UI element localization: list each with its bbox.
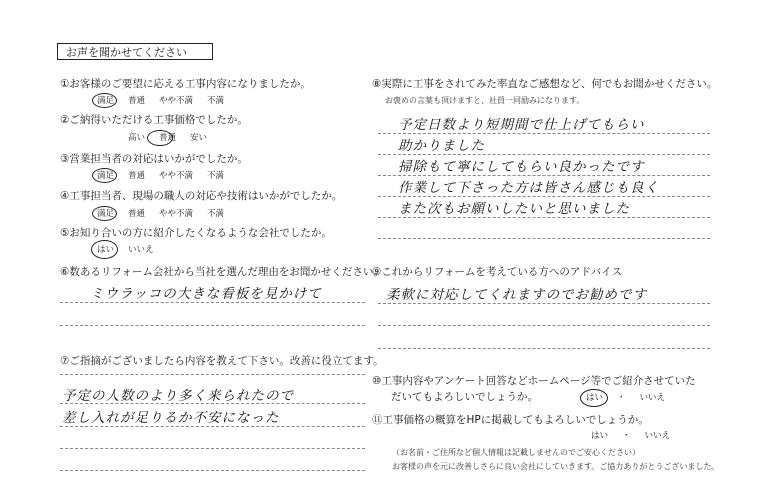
handwritten-answer-9: 柔軟に対応してくれますのでお勧めです xyxy=(386,287,647,303)
selection-circle xyxy=(580,389,608,407)
option-yes[interactable]: はい xyxy=(97,245,115,255)
question-10: ⑩工事内容やアンケート回答などホームページ等でご紹介させていた xyxy=(372,375,696,387)
question-3-options xyxy=(97,171,238,182)
option-satisfied[interactable]: 満足 xyxy=(97,209,115,219)
handwritten-answer-6: ミウラッコの大きな看板を見かけて xyxy=(90,286,322,302)
option-satisfied[interactable]: 満足 xyxy=(97,171,115,181)
question-8: ⑧実際に工事をされてみた率直なご感想など、何でもお聞かせください。 xyxy=(372,78,718,90)
option-no[interactable]: いいえ xyxy=(644,431,671,441)
question-10-continued: だいてもよろしいでしょうか。 xyxy=(391,391,538,403)
selection-circle xyxy=(92,93,117,108)
option-satisfied[interactable]: 満足 xyxy=(97,96,115,106)
section-title: お声を聞かせてください xyxy=(57,43,213,60)
option-dissatisfied[interactable]: 不満 xyxy=(207,171,225,181)
option-yes[interactable]: はい xyxy=(586,393,604,403)
option-normal[interactable]: 普通 xyxy=(128,209,146,219)
handwritten-answer-7-line-1: 予定の人数のより多く来られたので xyxy=(62,388,294,404)
selection-circle xyxy=(91,240,118,259)
question-3: ③営業担当者の対応はいかがでしたか。 xyxy=(60,153,248,165)
answer-line xyxy=(378,175,710,176)
selection-circle xyxy=(92,206,117,221)
option-separator: ・ xyxy=(622,431,631,441)
handwritten-answer-7-line-2: 差し入れが足りるか不安になった xyxy=(62,410,280,426)
question-8-note: お褒めの言葉も頂けますと、社員一同励みになります。 xyxy=(385,96,585,105)
question-4-options xyxy=(97,209,238,220)
selection-circle xyxy=(147,130,173,146)
answer-line xyxy=(378,303,710,304)
answer-line xyxy=(60,403,365,404)
answer-line xyxy=(378,325,710,326)
option-somewhat-dissatisfied[interactable]: やや不満 xyxy=(159,209,194,219)
handwritten-answer-8-line-5: また次もお願いしたいと思いました xyxy=(398,201,630,217)
option-normal[interactable]: 普通 xyxy=(128,96,146,106)
answer-line xyxy=(60,302,365,303)
answer-line xyxy=(378,196,710,197)
option-yes[interactable]: はい xyxy=(591,431,609,441)
question-11-options xyxy=(591,431,684,442)
answer-line xyxy=(60,325,365,326)
option-no[interactable]: いいえ xyxy=(639,393,666,403)
question-1-options xyxy=(97,96,238,107)
answer-line xyxy=(60,374,365,375)
privacy-note: （お名前・ご住所など個人情報は記載しませんのでご安心ください） xyxy=(392,448,640,457)
answer-line xyxy=(60,426,365,427)
option-normal[interactable]: 普通 xyxy=(159,133,177,143)
option-dissatisfied[interactable]: 不満 xyxy=(207,96,225,106)
option-dissatisfied[interactable]: 不満 xyxy=(207,209,225,219)
answer-line xyxy=(378,154,710,155)
handwritten-answer-8-line-1: 予定日数より短期間で仕上げてもらい xyxy=(398,117,645,133)
handwritten-answer-8-line-4: 作業して下さった方は皆さん感じも良く xyxy=(398,180,659,196)
answer-line xyxy=(378,217,710,218)
selection-circle xyxy=(92,168,117,183)
handwritten-answer-8-line-3: 掃除もて寧にしてもらい良かったです xyxy=(398,159,645,175)
answer-line xyxy=(378,238,710,239)
option-somewhat-dissatisfied[interactable]: やや不満 xyxy=(159,171,194,181)
question-9: ⑨これからリフォームを考えている方へのアドバイス xyxy=(372,266,623,278)
answer-line xyxy=(60,470,365,471)
answer-line xyxy=(60,448,365,449)
question-11: ⑪工事価格の概算をHPに掲載してもよろしいでしょうか。 xyxy=(372,414,649,426)
option-cheap[interactable]: 安い xyxy=(190,133,208,143)
question-2-options xyxy=(128,133,221,144)
answer-line xyxy=(378,133,710,134)
option-normal[interactable]: 普通 xyxy=(128,171,146,181)
question-4: ④工事担当者、現場の職人の対応や技術はいかがでしたか。 xyxy=(60,190,343,202)
option-no[interactable]: いいえ xyxy=(128,245,154,255)
question-1: ①お客様のご要望に応える工事内容になりましたか。 xyxy=(60,78,311,90)
question-2: ②ご納得いただける工事価格でしたか。 xyxy=(60,114,248,126)
question-7: ⑦ご指摘がございましたら内容を教えて下さい。改善に役立てます。 xyxy=(60,355,384,367)
question-6: ⑥数あるリフォーム会社から当社を選んだ理由をお聞かせください。 xyxy=(60,266,384,278)
option-separator: ・ xyxy=(617,393,626,403)
option-somewhat-dissatisfied[interactable]: やや不満 xyxy=(159,96,194,106)
handwritten-answer-8-line-2: 助かりました xyxy=(398,138,485,154)
answer-line xyxy=(378,348,710,349)
question-5: ⑤お知り合いの方に紹介したくなるような会社でしたか。 xyxy=(60,227,332,239)
option-expensive[interactable]: 高い xyxy=(128,133,146,143)
thank-you-note: お客様の声を元に改善しさらに良い会社にしていきます。ご協力ありがとうございました。 xyxy=(392,462,720,471)
